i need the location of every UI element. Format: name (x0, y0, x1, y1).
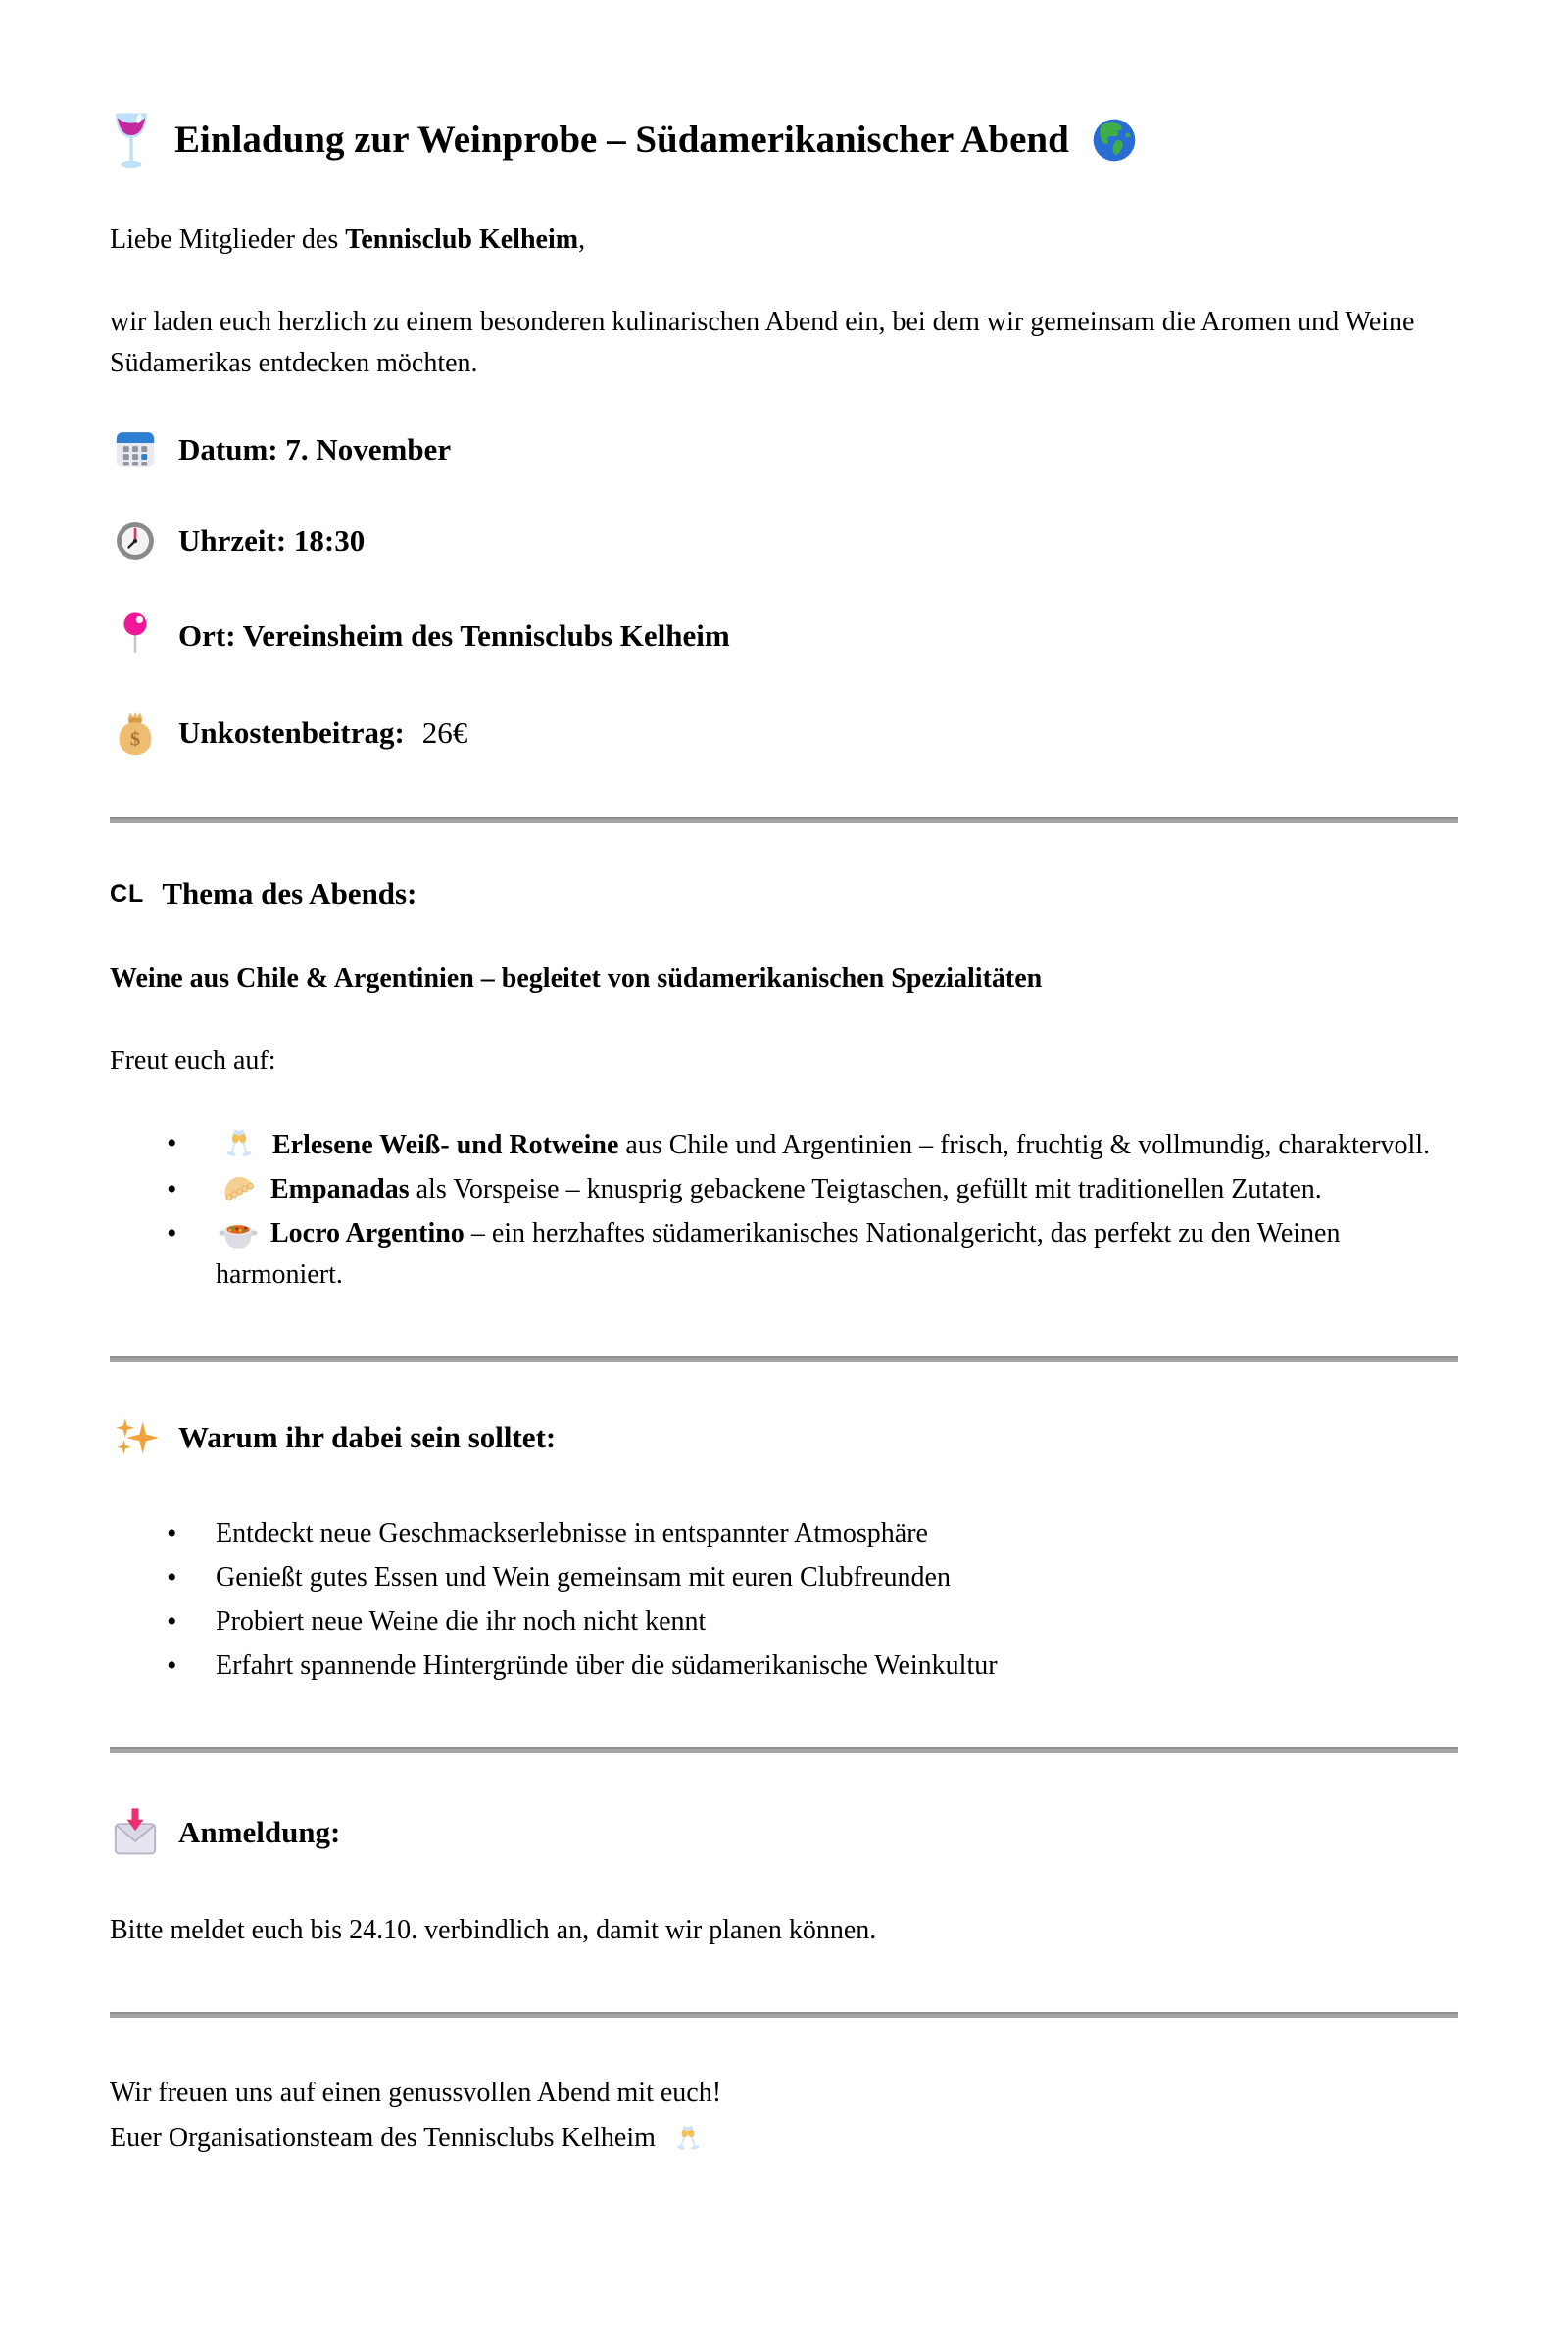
detail-fee-label: Unkostenbeitrag: (178, 715, 405, 750)
greeting-line (110, 220, 1458, 261)
greeting-suffix: , (578, 224, 586, 255)
detail-time (110, 519, 1458, 563)
wine-glass-icon (110, 110, 153, 171)
intro-paragraph: wir laden euch herzlich zu einem besonderen kulinarischen Abend ein, bei dem wir gemeinsam die Aromen und Weine Südamerikas entdecken möchten. (110, 307, 1415, 378)
item-rest: – ein herzhaftes südamerikanisches Nationalgericht, das perfekt zu den Weinen harmoniert. (216, 1218, 1341, 1290)
theme-heading (110, 876, 1458, 911)
detail-time-label: Uhrzeit: 18:30 (178, 523, 366, 558)
list-item (110, 1169, 1458, 1210)
detail-fee-value: 26€ (421, 715, 468, 750)
closing-line2: Euer Organisationsteam des Tennisclubs Kelheim (110, 2123, 662, 2153)
detail-location-label: Ort: Vereinsheim des Tennisclubs Kelheim (178, 618, 730, 653)
detail-fee (110, 710, 1458, 757)
empanada-icon (218, 1169, 259, 1208)
list-item: • Genießt gutes Essen und Wein gemeinsam mit euren Clubfreunden (110, 1557, 1458, 1598)
theme-heading-text: Thema des Abends: (162, 876, 417, 910)
item-rest: als Vorspeise – knusprig gebackene Teigtaschen, gefüllt mit traditionellen Zutaten. (409, 1174, 1322, 1204)
list-item: • Entdeckt neue Geschmackserlebnisse in entspannter Atmosphäre (110, 1513, 1458, 1554)
item-bold: Empanadas (270, 1174, 410, 1204)
theme-subtitle: Weine aus Chile & Argentinien – begleitet von südamerikanischen Spezialitäten (110, 963, 1043, 994)
stew-pot-icon (218, 1213, 259, 1252)
list-item: • Erfahrt spannende Hintergründe über die südamerikanische Weinkultur (110, 1645, 1458, 1687)
clock-icon (110, 519, 161, 563)
theme-lead: Freut euch auf: (110, 1046, 276, 1076)
section-divider (110, 817, 1458, 823)
cl-button-icon: CL (110, 879, 145, 907)
detail-date (110, 427, 1458, 472)
money-bag-icon (110, 710, 161, 757)
item-bold: Erlesene Weiß- und Rotweine (272, 1130, 619, 1160)
page-title (110, 110, 1458, 171)
closing-line1: Wir freuen uns auf einen genussvollen Abend mit euch! (110, 2078, 722, 2108)
sparkles-icon (110, 1415, 161, 1460)
registration-heading (110, 1806, 1458, 1859)
title-text: Einladung zur Weinprobe – Südamerikanischer Abend (174, 118, 1069, 161)
registration-heading-text: Anmeldung: (178, 1815, 341, 1849)
registration-text: Bitte meldet euch bis 24.10. verbindlich an, damit wir planen können. (110, 1915, 877, 1945)
greeting-prefix: Liebe Mitglieder des (110, 224, 346, 255)
calendar-icon (110, 427, 161, 472)
why-heading (110, 1415, 1458, 1460)
why-heading-text: Warum ihr dabei sein solltet: (178, 1420, 557, 1454)
svg-text:$: $ (129, 728, 141, 751)
list-item (110, 1123, 1458, 1166)
why-list (110, 1513, 1458, 1687)
closing-paragraph (110, 2071, 1458, 2161)
envelope-with-arrow-icon (110, 1806, 161, 1859)
greeting-club-name: Tennisclub Kelheim (345, 224, 579, 255)
item-rest: aus Chile und Argentinien – frisch, fruchtig & vollmundig, charaktervoll. (618, 1130, 1431, 1160)
round-pushpin-icon (110, 610, 161, 662)
section-divider (110, 1356, 1458, 1362)
detail-date-label: Datum: 7. November (178, 432, 452, 466)
globe-americas-icon (1091, 117, 1138, 164)
clinking-glasses-icon (668, 2120, 708, 2157)
list-item: • Probiert neue Weine die ihr noch nicht kennt (110, 1601, 1458, 1642)
detail-location (110, 610, 1458, 662)
section-divider (110, 1747, 1458, 1753)
item-bold: Locro Argentino (270, 1218, 465, 1249)
theme-list (110, 1123, 1458, 1296)
list-item (110, 1213, 1458, 1296)
clinking-glasses-icon (218, 1123, 261, 1164)
section-divider (110, 2012, 1458, 2018)
